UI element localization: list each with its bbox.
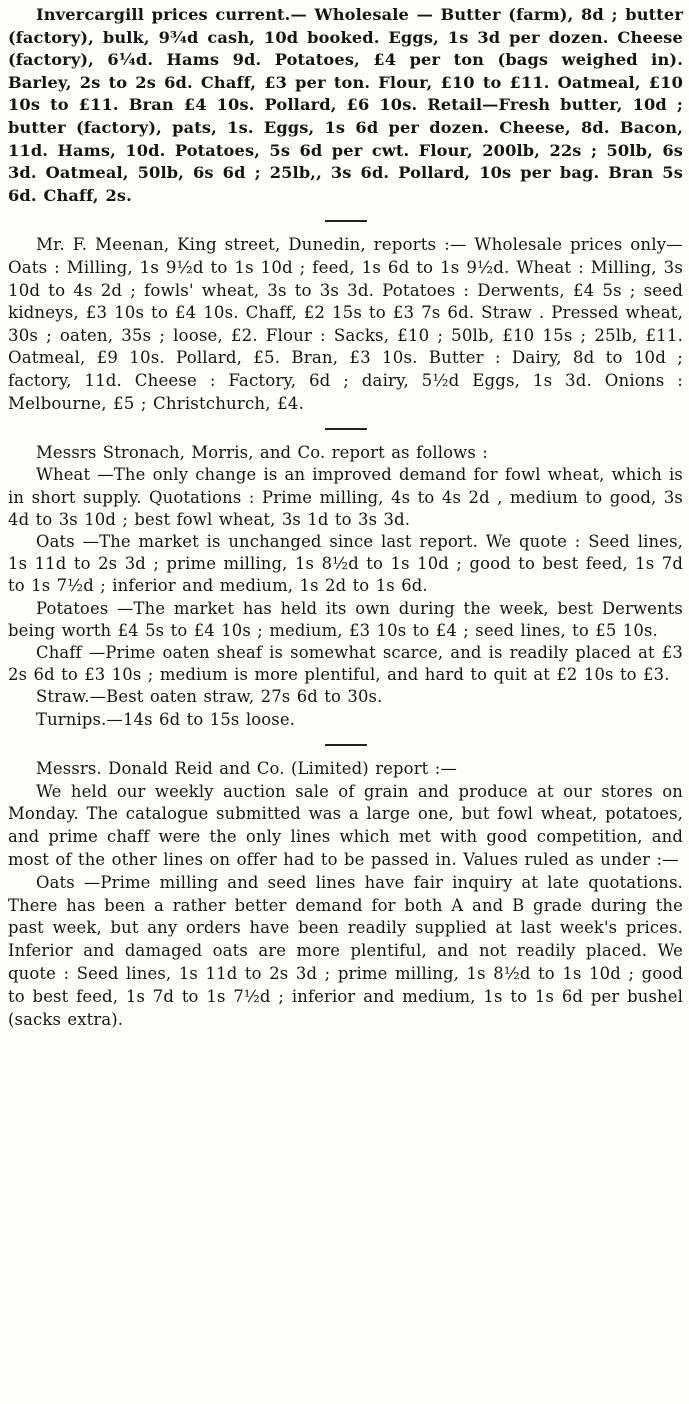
article-paragraph: Wheat —The only change is an improved demand for fowl wheat, which is in short supply. Quotations : Prime milling, 4s to 4s 2d , medium to good, 3s 4d to 3s 10d ; best fowl wheat, 3s 1d to 3s 3d. — [8, 465, 683, 529]
article-heading: Messrs Stronach, Morris, and Co. report as follows : — [36, 443, 488, 463]
article-paragraph: Invercargill prices current.— Wholesale — Butter (farm), 8d ; butter (factory), bulk, 9¾d cash, 10d booked. Eggs, 1s 3d per dozen. Cheese (factory), 6¼d. Hams 9d. Potatoes, £4 per ton (bags weighed in). Barley, 2s to 2s 6d. Chaff, £3 per ton. Flour, £10 to £11. Oatmeal, £10 10s to £11. Bran £4 10s. Pollard, £6 10s. Retail—Fresh butter, 10d ; butter (factory), pats, 1s. Eggs, 1s 6d per dozen. Cheese, 8d. Bacon, 11d. Hams, 10d. Potatoes, 5s 6d per cwt. Flour, 200lb, 22s ; 50lb, 6s 3d. Oatmeal, 50lb, 6s 6d ; 25lb,, 3s 6d. Pollard, 10s per bag. Bran 5s 6d. Chaff, 2s. — [8, 5, 683, 205]
article-paragraph: Mr. F. Meenan, King street, Dunedin, reports :— Wholesale prices only—Oats : Milling, 1s 9½d to 1s 10d ; feed, 1s 6d to 1s 9½d. Wheat : Milling, 3s 10d to 4s 2d ; fowls' wheat, 3s to 3s 3d. Potatoes : Derwents, £4 5s ; seed kidneys, £3 10s to £4 10s. Chaff, £2 15s to £3 7s 6d. Straw . Pressed wheat, 30s ; oaten, 35s ; loose, £2. Flour : Sacks, £10 ; 50lb, £10 15s ; 25lb, £11. Oatmeal, £9 10s. Pollard, £5. Bran, £3 10s. Butter : Dairy, 8d to 10d ; factory, 11d. Cheese : Factory, 6d ; dairy, 5½d Eggs, 1s 3d. Onions : Melbourne, £5 ; Christchurch, £4. — [8, 235, 683, 413]
article-paragraph: Chaff —Prime oaten sheaf is somewhat scarce, and is readily placed at £3 2s 6d to £3 10s ; medium is more plentiful, and hard to quit at £2 10s to £3. — [8, 642, 683, 685]
section-divider — [325, 220, 367, 222]
article-paragraph: Straw.—Best oaten straw, 27s 6d to 30s. — [36, 687, 383, 707]
article-invercargill-prices — [8, 4, 683, 207]
article-paragraph: Turnips.—14s 6d to 15s loose. — [36, 709, 296, 729]
article-donald-reid-report — [8, 758, 683, 1032]
article-stronach-morris-report — [8, 442, 683, 731]
article-paragraph: Oats —The market is unchanged since last report. We quote : Seed lines, 1s 11d to 2s 3d ; prime milling, 1s 8½d to 1s 10d ; good to best feed, 1s 7d to 1s 7½d ; inferior and medium, 1s 2d to 1s 6d. — [8, 531, 683, 596]
section-divider — [325, 428, 367, 430]
article-meenan-report — [8, 234, 683, 415]
article-paragraph: We held our weekly auction sale of grain and produce at our stores on Monday. The catalogue submitted was a large one, but fowl wheat, potatoes, and prime chaff were the only lines which met with good competition, and most of the other lines on offer had to be passed in. Values ruled as under :— — [8, 781, 683, 869]
article-heading: Messrs. Donald Reid and Co. (Limited) report :— — [36, 758, 457, 778]
article-paragraph: Oats —Prime milling and seed lines have fair inquiry at late quotations. There has been a rather better demand for both A and B grade during the past week, but any orders have been readily supplied at last week's prices. Inferior and damaged oats are more plentiful, and not readily placed. We quote : Seed lines, 1s 11d to 2s 3d ; prime milling, 1s 8½d to 1s 10d ; good to best feed, 1s 7d to 1s 7½d ; inferior and medium, 1s to 1s 6d per bushel (sacks extra). — [8, 872, 683, 1029]
article-paragraph: Potatoes —The market has held its own during the week, best Derwents being worth £4 5s to £4 10s ; medium, £3 10s to £4 ; seed lines, to £5 10s. — [8, 598, 683, 640]
section-divider — [325, 744, 367, 746]
